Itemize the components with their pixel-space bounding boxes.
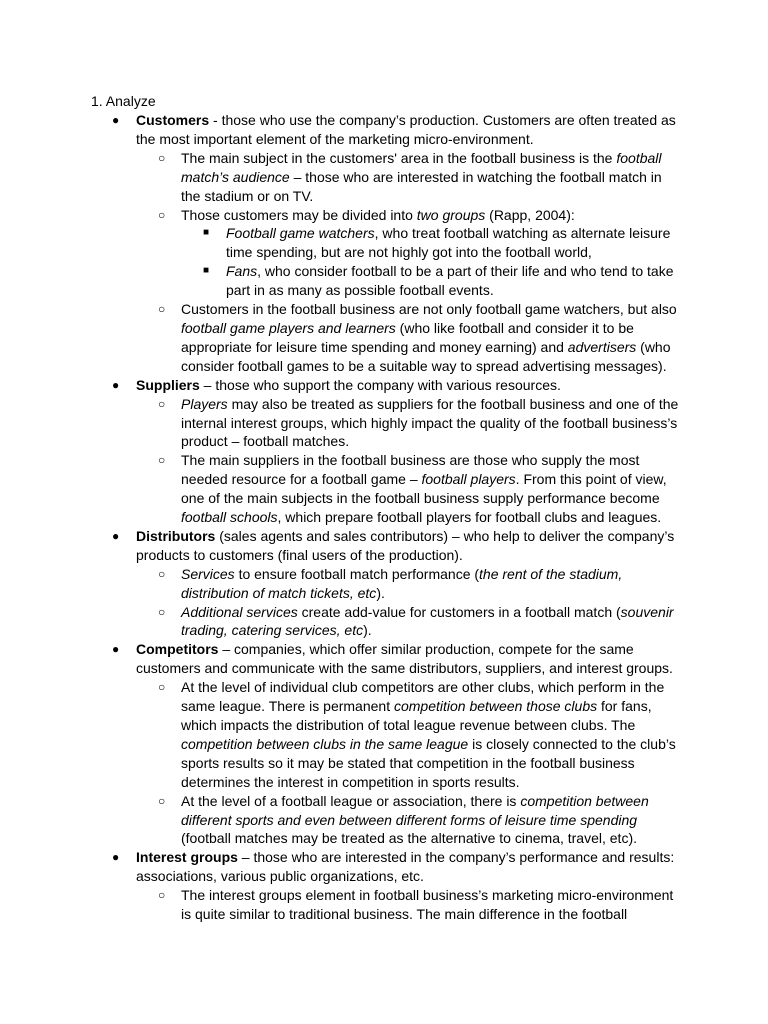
bullet-marker: ○: [158, 680, 166, 695]
bullet-marker: ●: [112, 113, 120, 127]
item-text: (sales agents and sales contributors) – who help to deliver the company’s products to customers (final users of the production).: [136, 527, 675, 563]
item-text: ).: [363, 622, 372, 639]
item-text: – companies, which offer similar production, compete for the same customers and communicate with the same distributors, suppliers, and interest groups.: [136, 641, 673, 677]
list-item-level-2: [158, 603, 681, 641]
bullet-marker: ○: [158, 566, 166, 581]
bullet-marker: ○: [158, 793, 166, 808]
bullet-marker: ○: [158, 453, 166, 468]
emphasis-text: souvenir trading, catering services, etc: [181, 603, 674, 639]
bullet-marker: ○: [158, 604, 166, 619]
list-item-level-2: [158, 395, 681, 452]
list-item-level-3: [203, 224, 676, 262]
list-item-level-2: [158, 300, 681, 376]
bullet-marker: ○: [158, 302, 166, 317]
item-text: – those who are interested in watching the football match in the stadium or on TV.: [181, 168, 662, 204]
item-term: Interest groups: [136, 849, 238, 866]
list-item-level-3: [203, 262, 676, 300]
item-text: At the level of individual club competitors are other clubs, which perform in the same league. There is permanent: [181, 679, 665, 715]
bullet-marker: ■: [203, 227, 210, 239]
list-item-level-2: [158, 451, 681, 527]
list-item-level-2: [158, 149, 681, 206]
item-text: , which prepare football players for football clubs and leagues.: [277, 509, 662, 526]
list-item-level-1: [112, 527, 676, 565]
item-text: (football matches may be treated as the alternative to cinema, travel, etc).: [181, 830, 637, 847]
item-text: (Rapp, 2004):: [485, 206, 575, 223]
list-item-level-2: [158, 678, 681, 791]
item-term: Suppliers: [136, 376, 200, 393]
emphasis-text: competition between different sports and even between different forms of leisure time spending: [181, 792, 649, 828]
emphasis-text: Services: [181, 565, 235, 582]
item-text: Customers in the football business are not only football game watchers, but also: [181, 301, 677, 318]
emphasis-text: Additional services: [181, 603, 298, 620]
item-text: At the level of a football league or association, there is: [181, 792, 521, 809]
list-item-level-1: [112, 640, 676, 678]
item-text: , who treat football watching as alternate leisure time spending, but are not highly got into the football world,: [226, 225, 671, 261]
item-text: to ensure football match performance (: [234, 565, 480, 582]
bullet-marker: ■: [203, 265, 210, 277]
item-text: for fans, which impacts the distribution of total league revenue between clubs. The: [181, 698, 652, 733]
list-item-level-2: [158, 792, 681, 849]
list-item-level-2: [158, 565, 681, 603]
item-term: Competitors: [136, 641, 219, 658]
bullet-marker: ○: [158, 150, 166, 165]
item-text: may also be treated as suppliers for the football business and one of the internal interest groups, which highly impact the quality of the football business’s product – football matches.: [181, 395, 679, 450]
bullet-list: [0, 111, 768, 924]
list-item-level-1: [112, 376, 676, 395]
item-text: Those customers may be divided into: [181, 206, 417, 223]
item-term: Distributors: [136, 527, 216, 544]
item-text: . From this point of view, one of the main subjects in the football business supply performance become: [181, 471, 667, 507]
item-text: create add-value for customers in a football match (: [297, 603, 621, 620]
item-text: - those who use the company’s production. Customers are often treated as the most important element of the marketing micro-environment.: [136, 112, 676, 147]
emphasis-text: competition between those clubs: [393, 698, 598, 715]
bullet-marker: ●: [112, 642, 120, 657]
emphasis-text: football game players and learners: [181, 319, 396, 336]
list-item-level-1: [112, 111, 676, 149]
bullet-marker: ○: [158, 207, 166, 222]
list-item-level-2: [158, 886, 681, 924]
item-text: The main suppliers in the football business are those who supply the most needed resource for a football game –: [181, 452, 640, 488]
emphasis-text: the rent of the stadium, distribution of match tickets, etc: [181, 565, 623, 601]
bullet-marker: ●: [112, 528, 120, 543]
item-text: (who like football and consider it to be appropriate for leisure time spending and money earning) and: [181, 319, 634, 355]
emphasis-text: Fans: [226, 263, 258, 280]
item-text: The interest groups element in football business’s marketing micro-environment is quite similar to traditional business. The main difference in the football: [181, 887, 674, 923]
item-text: ).: [376, 584, 385, 601]
item-text: – those who are interested in the company’s performance and results: associations, various public organizations, etc.: [136, 849, 675, 885]
emphasis-text: advertisers: [567, 338, 637, 355]
emphasis-text: football schools: [181, 509, 278, 526]
bullet-marker: ●: [112, 377, 120, 392]
item-text: (who consider football games to be a suitable way to spread advertising messages).: [181, 338, 671, 374]
emphasis-text: football players: [421, 471, 516, 488]
item-text: – those who support the company with various resources.: [199, 376, 561, 393]
emphasis-text: football match’s audience: [181, 149, 662, 185]
bullet-marker: ○: [158, 396, 166, 411]
list-item-level-1: [112, 848, 676, 886]
bullet-marker: ○: [158, 888, 166, 903]
list-item-level-2: [158, 206, 681, 225]
item-text: is closely connected to the club’s sports results so it may be stated that competition in the football business determines the interest in competition in sports results.: [181, 735, 676, 790]
bullet-marker: ●: [112, 850, 120, 865]
section-heading: 1. Analyze: [91, 93, 156, 109]
item-term: Customers: [136, 112, 210, 128]
item-text: , who consider football to be a part of their life and who tend to take part in as many as possible football events.: [226, 263, 674, 299]
emphasis-text: Players: [181, 395, 228, 412]
item-text: The main subject in the customers' area in the football business is the: [181, 149, 617, 166]
emphasis-text: two groups: [416, 206, 486, 223]
emphasis-text: Football game watchers: [226, 225, 375, 242]
emphasis-text: competition between clubs in the same league: [181, 735, 469, 752]
